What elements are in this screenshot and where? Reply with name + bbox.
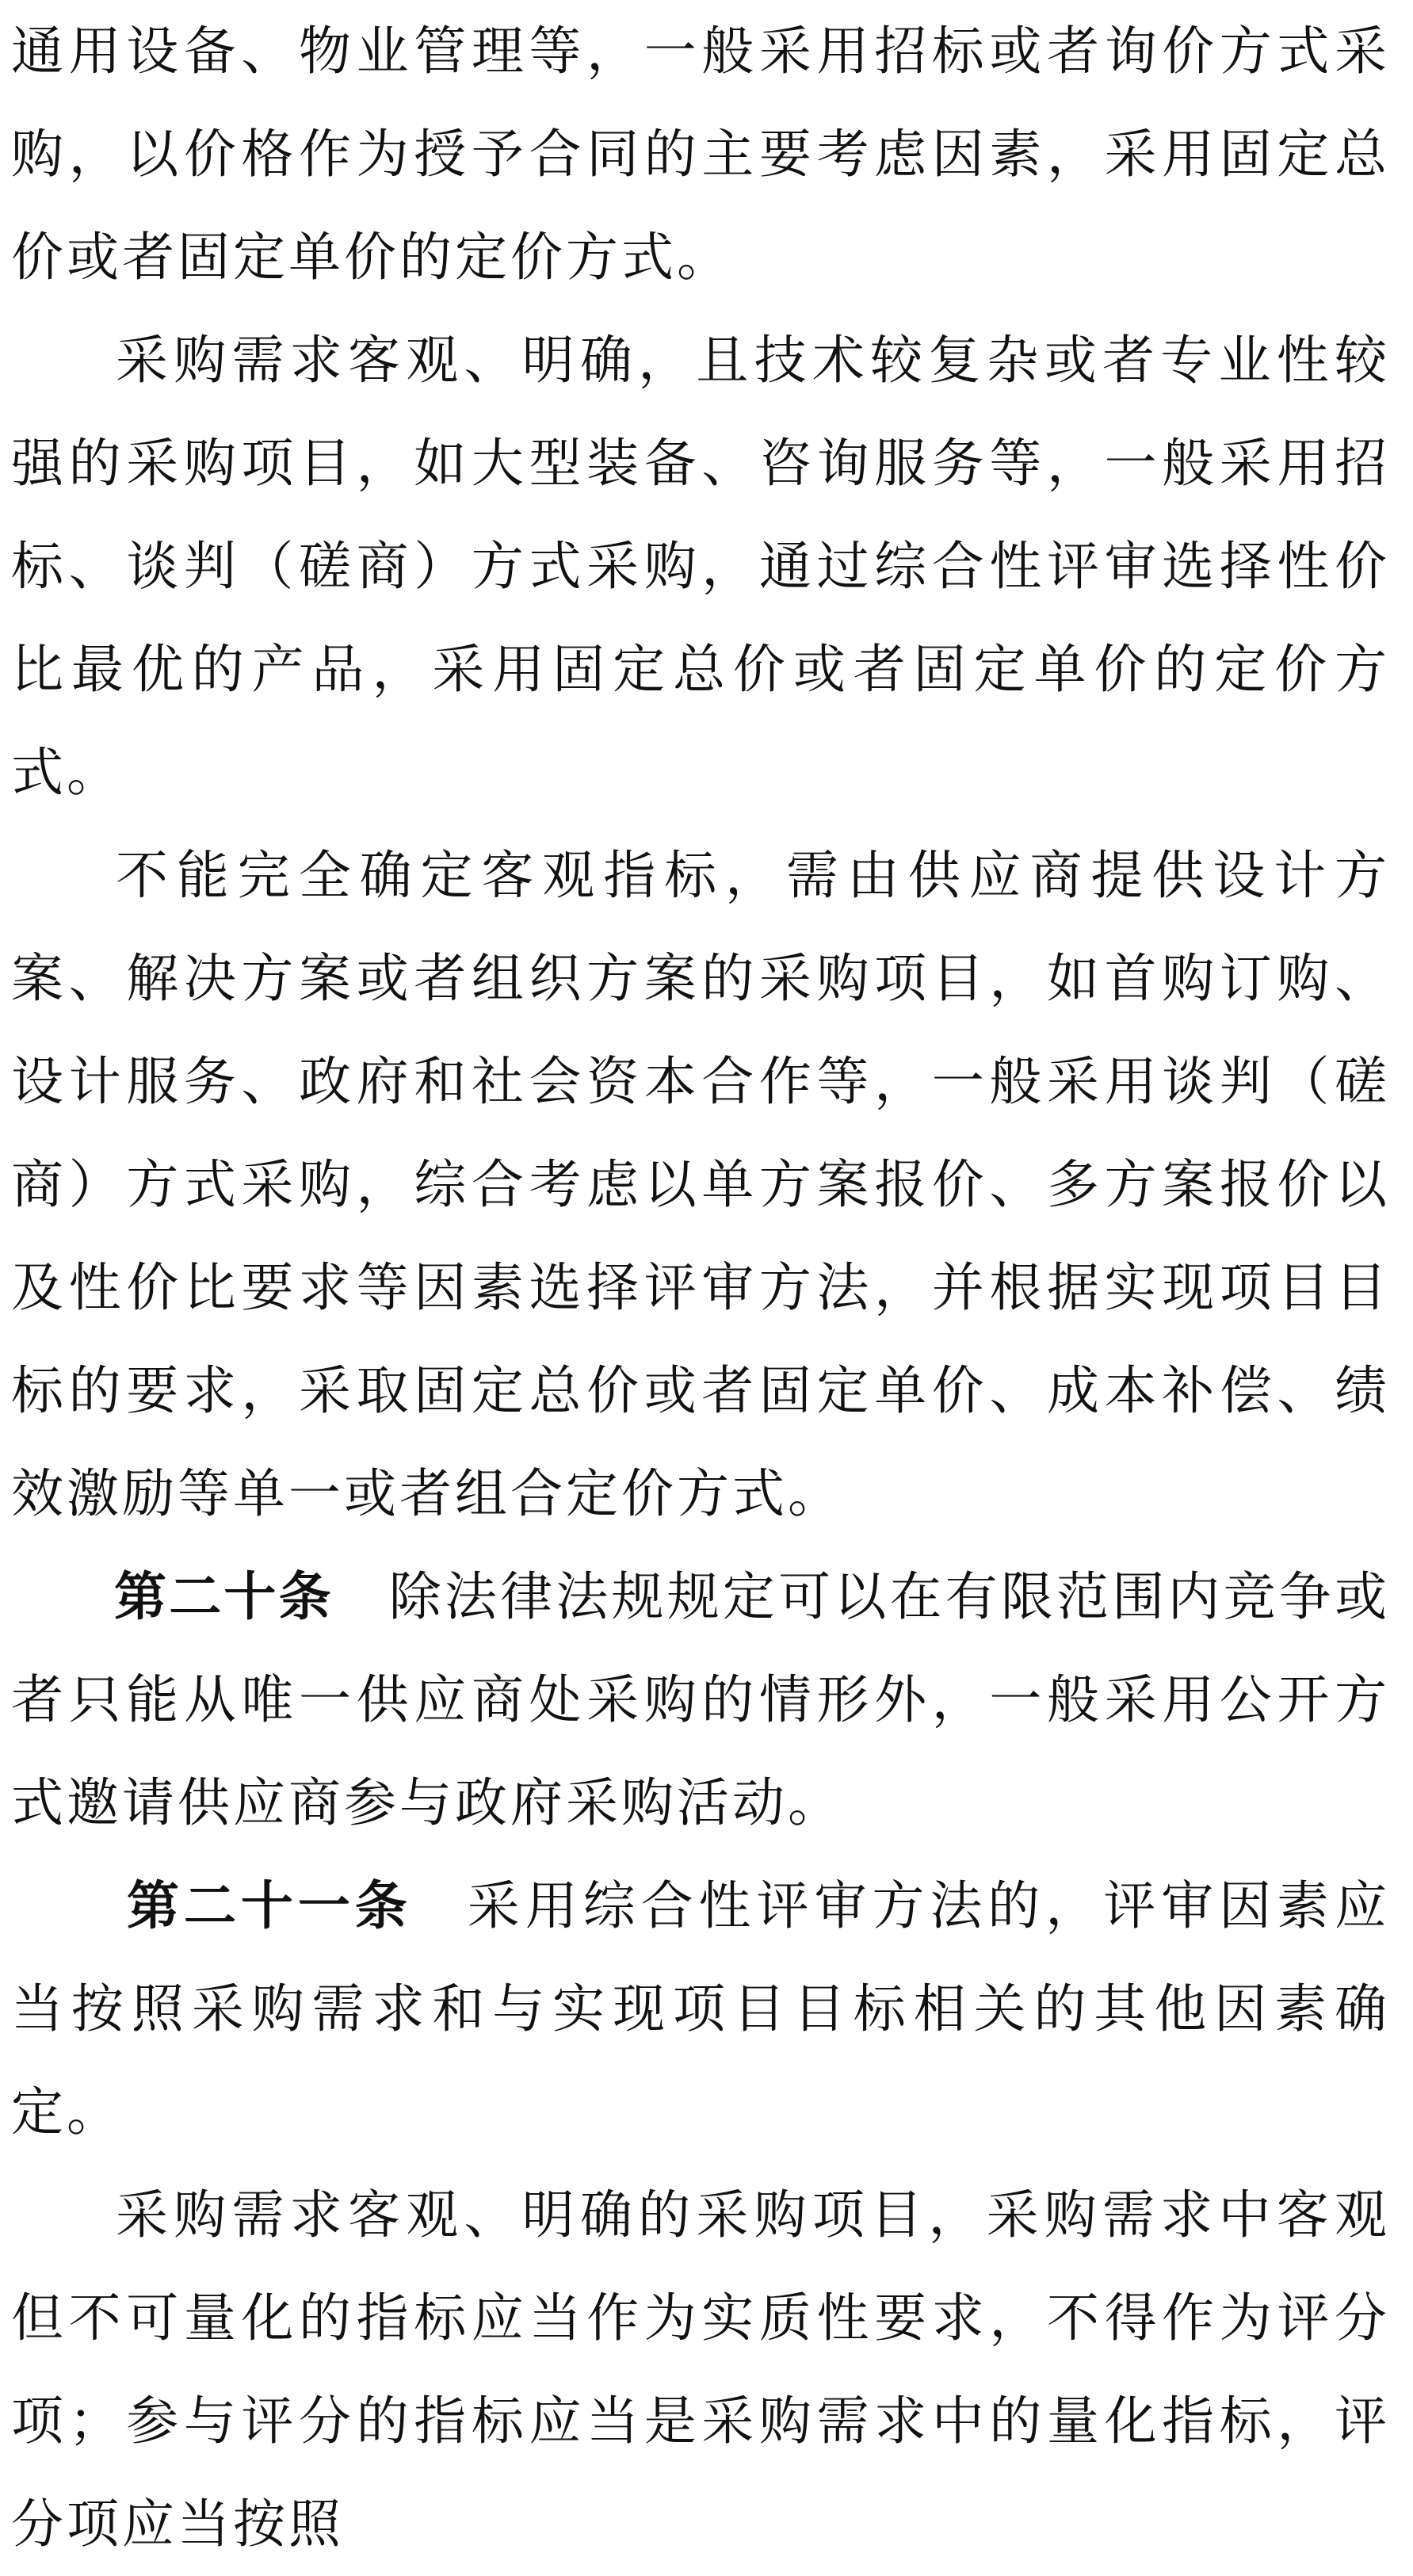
paragraph-text: 不能完全确定客观指标，需由供应商提供设计方案、解决方案或者组织方案的采购项目，如首购订购、设计服务、政府和社会资本合作等，一般采用谈判（磋商）方式采购，综合考虑以单方案报价、多方案报价以及性价比要求等因素选择评审方法，并根据实现项目目标的要求，采取固定总价或者固定单价、成本补偿、绩效激励等单一或者组合定价方式。 — [11, 845, 1390, 1524]
document-page — [11, 0, 1391, 2555]
paragraph-text: 采购需求客观、明确，且技术较复杂或者专业性较强的采购项目，如大型装备、咨询服务等，一般采用招标、谈判（磋商）方式采购，通过综合性评审选择性价比最优的产品，采用固定总价或者固定单价的定价方式。 — [11, 330, 1390, 803]
paragraph-text: 通用设备、物业管理等，一般采用招标或者询价方式采购，以价格作为授予合同的主要考虑因素，采用固定总价或者固定单价的定价方式。 — [11, 21, 1390, 288]
paragraph-continuation — [11, 0, 1390, 309]
paragraph — [11, 2164, 1390, 2576]
paragraph — [11, 309, 1390, 824]
paragraph — [11, 824, 1390, 1546]
paragraph-text: 采购需求客观、明确的采购项目，采购需求中客观但不可量化的指标应当作为实质性要求，不得作为评分项；参与评分的指标应当是采购需求中的量化指标，评分项应当按照 — [11, 2184, 1390, 2555]
paragraph-text: 采用综合性评审方法的，评审因素应当按照采购需求和与实现项目目标相关的其他因素确定。 — [11, 1875, 1390, 2142]
paragraph-text: 除法律法规规定可以在有限范围内竞争或者只能从唯一供应商处采购的情形外，一般采用公开方式邀请供应商参与政府采购活动。 — [11, 1566, 1391, 1833]
article-paragraph — [11, 1855, 1390, 2164]
article-number: 第二十条 — [114, 1566, 334, 1627]
article-paragraph — [11, 1546, 1390, 1855]
article-number: 第二十一条 — [127, 1875, 412, 1936]
